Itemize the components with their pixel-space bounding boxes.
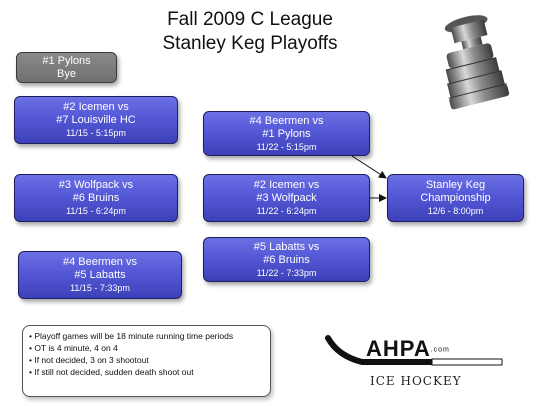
- logo-subtitle: ICE HOCKEY: [370, 374, 462, 388]
- game-line-1: #2 Icemen vs: [63, 101, 129, 113]
- note-item: • If not decided, 3 on 3 shootout: [29, 354, 264, 366]
- title-line-1: Fall 2009 C League: [167, 9, 333, 30]
- game-date: 11/22 - 6:24pm: [256, 206, 317, 216]
- note-item: • If still not decided, sudden death shoot out: [29, 366, 264, 378]
- rules-notes: [22, 325, 271, 397]
- ahpa-logo: [322, 330, 512, 392]
- title-line-2: Stanley Keg Playoffs: [162, 33, 338, 54]
- game-line-1: #5 Labatts vs: [253, 240, 320, 253]
- game-line-1: #3 Wolfpack vs: [58, 179, 134, 191]
- game-line-2: #6 Bruins: [263, 253, 310, 266]
- game-date: 11/22 - 5:15pm: [256, 141, 317, 152]
- final-date: 12/6 - 8:00pm: [427, 206, 484, 216]
- bye-label: Bye: [57, 67, 76, 80]
- logo-suffix: .com: [430, 346, 450, 354]
- logo-text: [366, 336, 450, 362]
- game-date: 11/15 - 6:24pm: [66, 206, 126, 216]
- game-line-2: #6 Bruins: [72, 192, 120, 204]
- note-item: • OT is 4 minute, 4 on 4: [29, 342, 264, 354]
- note-item: • Playoff games will be 18 minute running time periods: [29, 330, 264, 342]
- game-line-1: #2 Icemen vs: [253, 179, 320, 191]
- game-line-1: #4 Beermen vs: [63, 256, 137, 268]
- logo-main: AHPA: [366, 336, 431, 361]
- game-line-2: #3 Wolfpack: [256, 192, 317, 204]
- game-line-2: #5 Labatts: [74, 269, 126, 281]
- game-line-2: #7 Louisville HC: [56, 114, 136, 126]
- final-line-2: Championship: [420, 192, 491, 204]
- game-date: 11/15 - 5:15pm: [66, 128, 126, 138]
- final-line-1: Stanley Keg: [425, 179, 486, 191]
- bye-team: #1 Pylons: [42, 54, 91, 67]
- game-date: 11/22 - 7:33pm: [256, 267, 317, 278]
- game-line-2: #1 Pylons: [262, 127, 311, 140]
- game-date: 11/15 - 7:33pm: [70, 283, 130, 293]
- game-line-1: #4 Beermen vs: [249, 114, 324, 127]
